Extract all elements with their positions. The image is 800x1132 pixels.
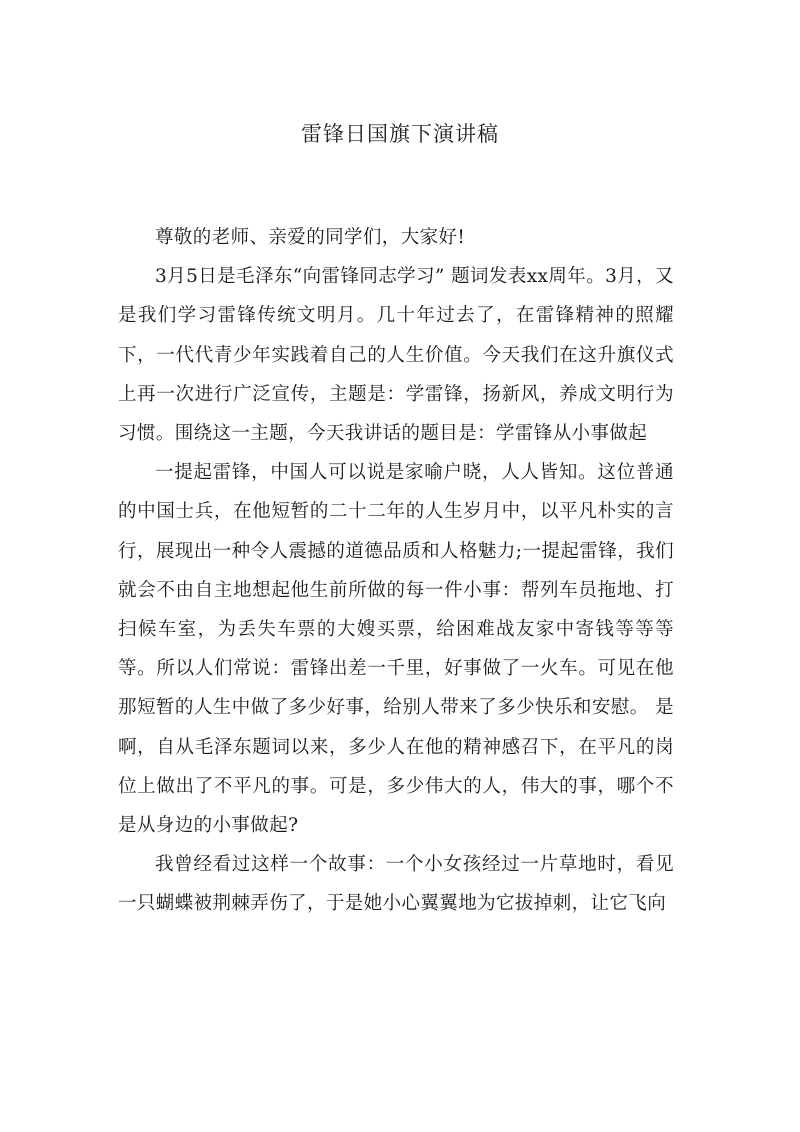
paragraph-intro: 3月5日是毛泽东“向雷锋同志学习” 题词发表xx周年。3月，又是我们学习雷锋传统文明月。几十年过去了，在雷锋精神的照耀下，一代代青少年实践着自己的人生价值。今天我们在这升旗仪式上再一次进行广泛宣传，主题是：学雷锋，扬新风，养成文明行为习惯。围绕这一主题，今天我讲话的题目是：学雷锋从小事做起 (118, 266, 674, 445)
document-title: 雷锋日国旗下演讲稿 (301, 122, 499, 146)
paragraph-greeting: 尊敬的老师、亲爱的同学们，大家好! (155, 227, 466, 248)
paragraph-story: 我曾经看过这样一个故事：一个小女孩经过一片草地时，看见一只蝴蝶被荆棘弄伤了，于是她小心翼翼地为它拔掉刺，让它飞向 (118, 854, 674, 915)
paragraph-leifeng-deeds: 一提起雷锋，中国人可以说是家喻户晓，人人皆知。这位普通的中国士兵，在他短暂的二十二年的人生岁月中，以平凡朴实的言行，展现出一种令人震撼的道德品质和人格魅力;一提起雷锋，我们就会不由自主地想起他生前所做的每一件小事：帮列车员拖地、打扫候车室，为丢失车票的大嫂买票，给困难战友家中寄钱等等等等。所以人们常说：雷锋出差一千里，好事做了一火车。可见在他那短暂的人生中做了多少好事，给别人带来了多少快乐和安慰。 是啊，自从毛泽东题词以来，多少人在他的精神感召下，在平凡的岗位上做出了不平凡的事。可是，多少伟大的人，伟大的事，哪个不是从身边的小事做起? (118, 462, 674, 837)
document-body (118, 218, 674, 924)
